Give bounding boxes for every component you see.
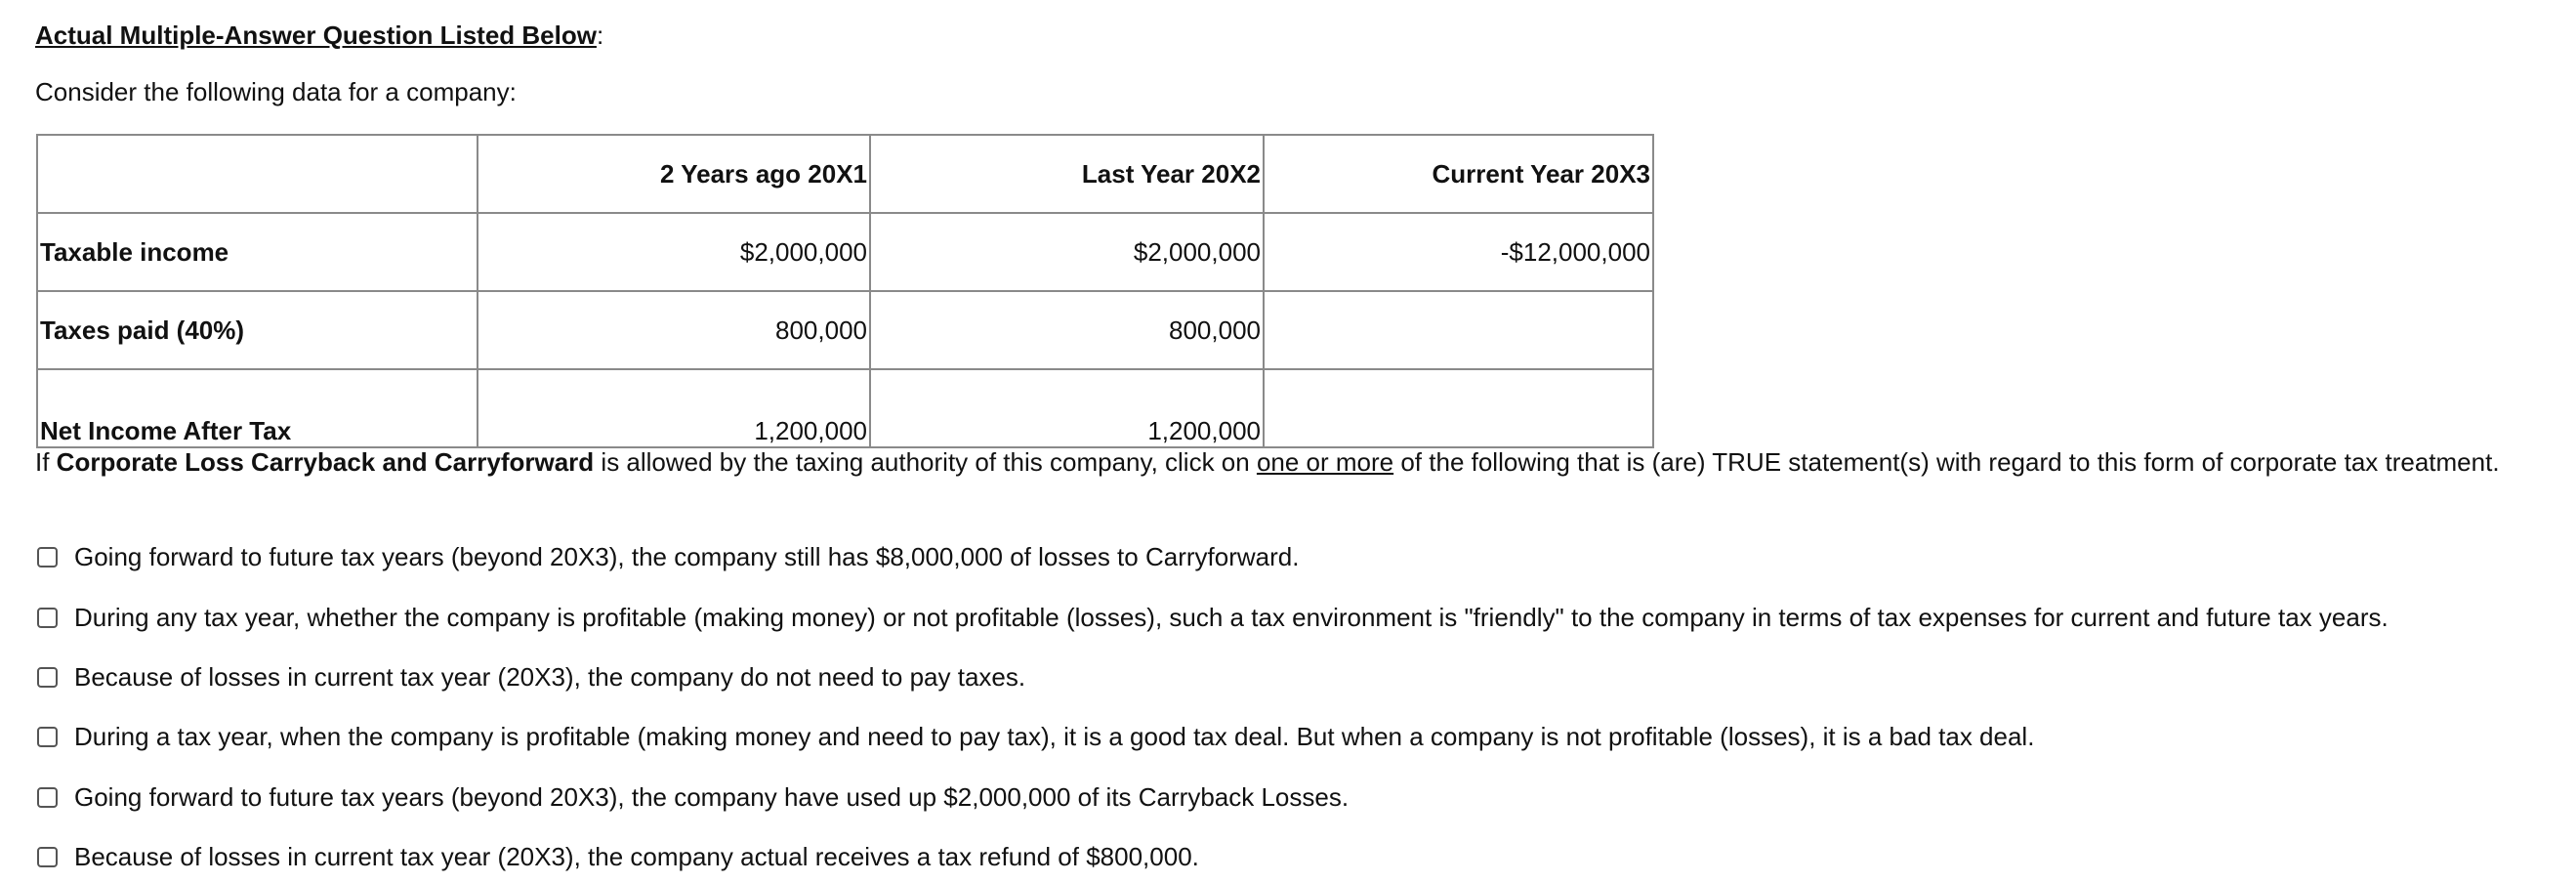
table-cell	[1264, 369, 1653, 447]
prompt-bold-term: Corporate Loss Carryback and Carryforward	[56, 447, 595, 477]
question-heading	[35, 20, 603, 51]
table-cell: 1,200,000	[870, 369, 1264, 447]
option-checkbox[interactable]	[37, 847, 58, 867]
table-cell: 1,200,000	[478, 369, 870, 447]
row-label: Taxes paid (40%)	[37, 291, 478, 369]
header-cell-blank	[37, 135, 478, 213]
table-row-net-income	[37, 369, 1653, 447]
table-row-taxes-paid	[37, 291, 1653, 369]
header-cell-20x2: Last Year 20X2	[870, 135, 1264, 213]
intro-text: Consider the following data for a company:	[35, 77, 517, 106]
heading-colon: :	[596, 21, 604, 50]
option-label: Because of losses in current tax year (20X3), the company do not need to pay taxes.	[74, 661, 1026, 692]
option-checkbox[interactable]	[37, 727, 58, 747]
table-cell: 800,000	[870, 291, 1264, 369]
table-cell	[1264, 291, 1653, 369]
option-checkbox[interactable]	[37, 608, 58, 628]
prompt-part3: of the following that is (are) TRUE statement(s) with regard to this form of corporate tax treatment.	[1393, 447, 2500, 477]
row-label: Taxable income	[37, 213, 478, 291]
option-label: Going forward to future tax years (beyond 20X3), the company have used up $2,000,000 of its Carryback Losses.	[74, 781, 1350, 812]
option-checkbox[interactable]	[37, 787, 58, 808]
option-label: Going forward to future tax years (beyond 20X3), the company still has $8,000,000 of losses to Carryforward.	[74, 541, 1300, 571]
company-data-table	[36, 134, 1654, 448]
answer-option-4[interactable]	[37, 720, 2034, 753]
table-cell: 800,000	[478, 291, 870, 369]
option-checkbox[interactable]	[37, 667, 58, 688]
header-cell-20x1: 2 Years ago 20X1	[478, 135, 870, 213]
table-row-taxable-income	[37, 213, 1653, 291]
table-cell: $2,000,000	[478, 213, 870, 291]
option-label: During any tax year, whether the company is profitable (making money) or not profitable (losses), such a tax environment is "friendly" to the company in terms of tax expenses for current and future tax years.	[74, 602, 2389, 632]
answer-option-2[interactable]	[37, 601, 2389, 634]
answer-option-6[interactable]	[37, 840, 1199, 873]
answer-option-1[interactable]	[37, 540, 1299, 573]
option-checkbox[interactable]	[37, 547, 58, 568]
answer-option-5[interactable]	[37, 780, 1349, 814]
question-prompt	[35, 447, 2515, 477]
answer-option-3[interactable]	[37, 660, 1025, 694]
heading-title: Actual Multiple-Answer Question Listed Below	[35, 21, 597, 50]
option-label: During a tax year, when the company is profitable (making money and need to pay tax), it is a good tax deal. But when a company is not profitable (losses), it is a bad tax deal.	[74, 721, 2035, 751]
table-cell: -$12,000,000	[1264, 213, 1653, 291]
header-cell-20x3: Current Year 20X3	[1264, 135, 1653, 213]
prompt-part1: If	[35, 447, 57, 477]
table-header-row	[37, 135, 1653, 213]
table-cell: $2,000,000	[870, 213, 1264, 291]
prompt-part2: is allowed by the taxing authority of this company, click on	[594, 447, 1257, 477]
prompt-underlined: one or more	[1256, 447, 1394, 477]
row-label: Net Income After Tax	[37, 369, 478, 447]
option-label: Because of losses in current tax year (20X3), the company actual receives a tax refund of $800,000.	[74, 841, 1199, 871]
